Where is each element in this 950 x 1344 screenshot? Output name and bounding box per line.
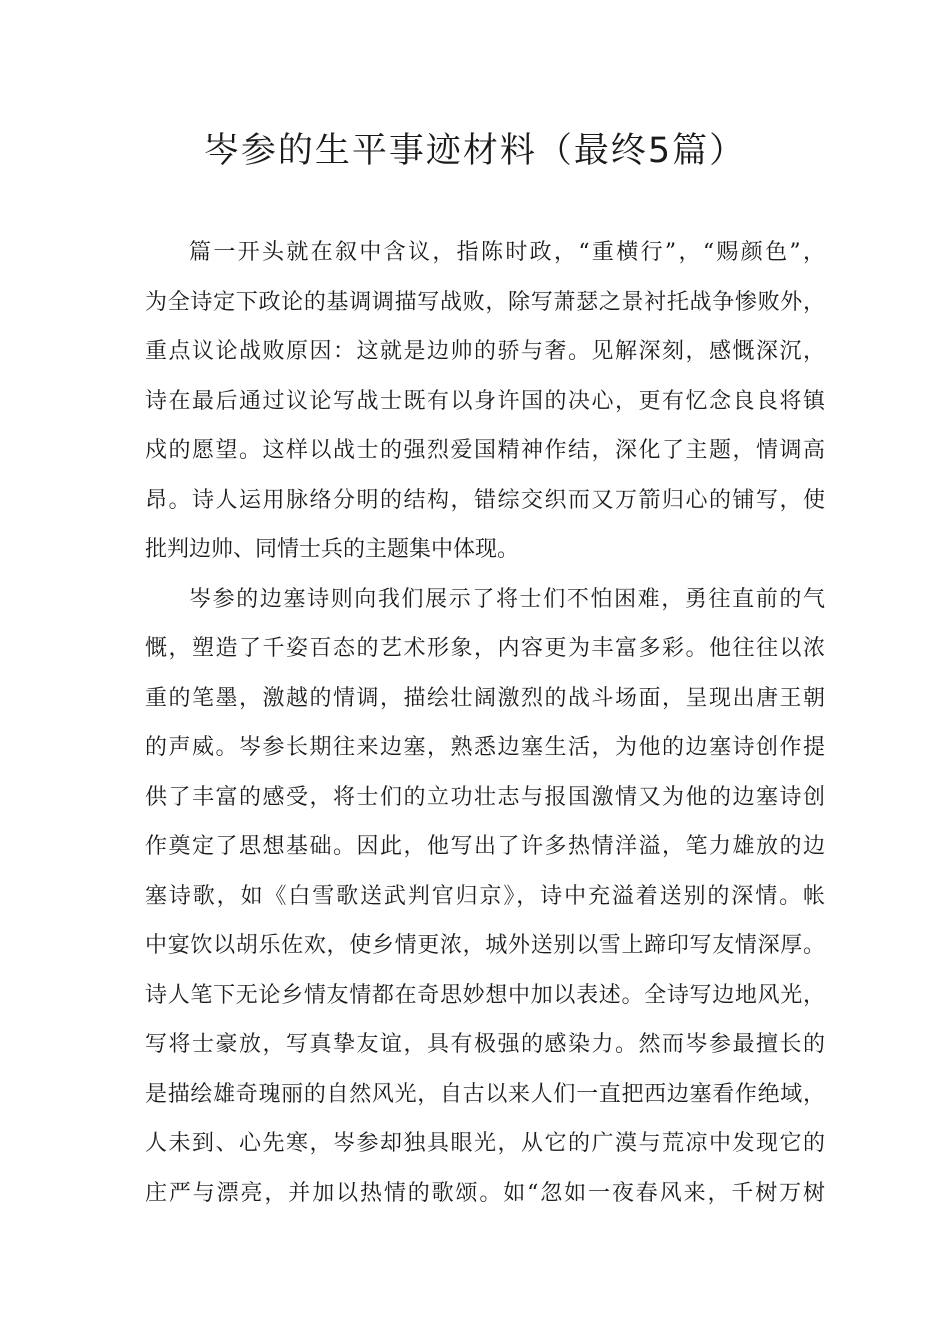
text-line: 作奠定了思想基础。因此，他写出了许多热情洋溢，笔力雄放的边 <box>145 834 825 859</box>
text-line: 为全诗定下政论的基调调描写战败，除写萧瑟之景衬托战争惨败外， <box>145 289 825 315</box>
text-line: 诗人笔下无论乡情友情都在奇思妙想中加以表述。全诗写边地风光， <box>145 982 825 1008</box>
paragraph <box>145 575 825 1219</box>
text-line: 重点议论战败原因：这就是边帅的骄与奢。见解深刻，感慨深沉， <box>145 339 825 364</box>
text-line: 人未到、心先寒，岑参却独具眼光，从它的广漠与荒凉中发现它的 <box>145 1131 825 1156</box>
text-line: 是描绘雄奇瑰丽的自然风光，自古以来人们一直把西边塞看作绝域， <box>145 1081 825 1107</box>
paragraph <box>145 228 825 575</box>
text-line: 供了丰富的感受，将士们的立功壮志与报国激情又为他的边塞诗创 <box>145 784 825 810</box>
text-line: 慨，塑造了千姿百态的艺术形象，内容更为丰富多彩。他往往以浓 <box>145 636 825 661</box>
text-line: 诗在最后通过议论写战士既有以身许国的决心，更有忆念良良将镇 <box>145 388 825 414</box>
text-line: 的声威。岑参长期往来边塞，熟悉边塞生活，为他的边塞诗创作提 <box>145 735 825 760</box>
text-line: 写将士豪放，写真挚友谊，具有极强的感染力。然而岑参最擅长的 <box>145 1032 825 1057</box>
text-line: 篇一开头就在叙中含议，指陈时政，“重横行”，“赐颜色”， <box>189 240 825 265</box>
text-line: 中宴饮以胡乐佐欢，使乡情更浓，城外送别以雪上蹄印写友情深厚。 <box>145 933 825 958</box>
text-line: 岑参的边塞诗则向我们展示了将士们不怕困难，勇往直前的气 <box>189 586 825 612</box>
text-line: 戍的愿望。这样以战士的强烈爱国精神作结，深化了主题，情调高 <box>145 438 825 463</box>
text-line: 重的笔墨，激越的情调，描绘壮阔激烈的战斗场面，呈现出唐王朝 <box>145 685 825 711</box>
text-line: 庄严与漂亮，并加以热情的歌颂。如“忽如一夜春风来，千树万树 <box>145 1180 825 1206</box>
text-line: 批判边帅、同情士兵的主题集中体现。 <box>145 537 520 562</box>
document-title: 岑参的生平事迹材料（最终5篇） <box>203 131 747 171</box>
text-line: 昂。诗人运用脉络分明的结构，错综交织而又万箭归心的铺写，使 <box>145 487 825 513</box>
document-body <box>145 228 825 1218</box>
text-line: 塞诗歌，如《白雪歌送武判官归京》，诗中充溢着送别的深情。帐 <box>145 883 825 909</box>
